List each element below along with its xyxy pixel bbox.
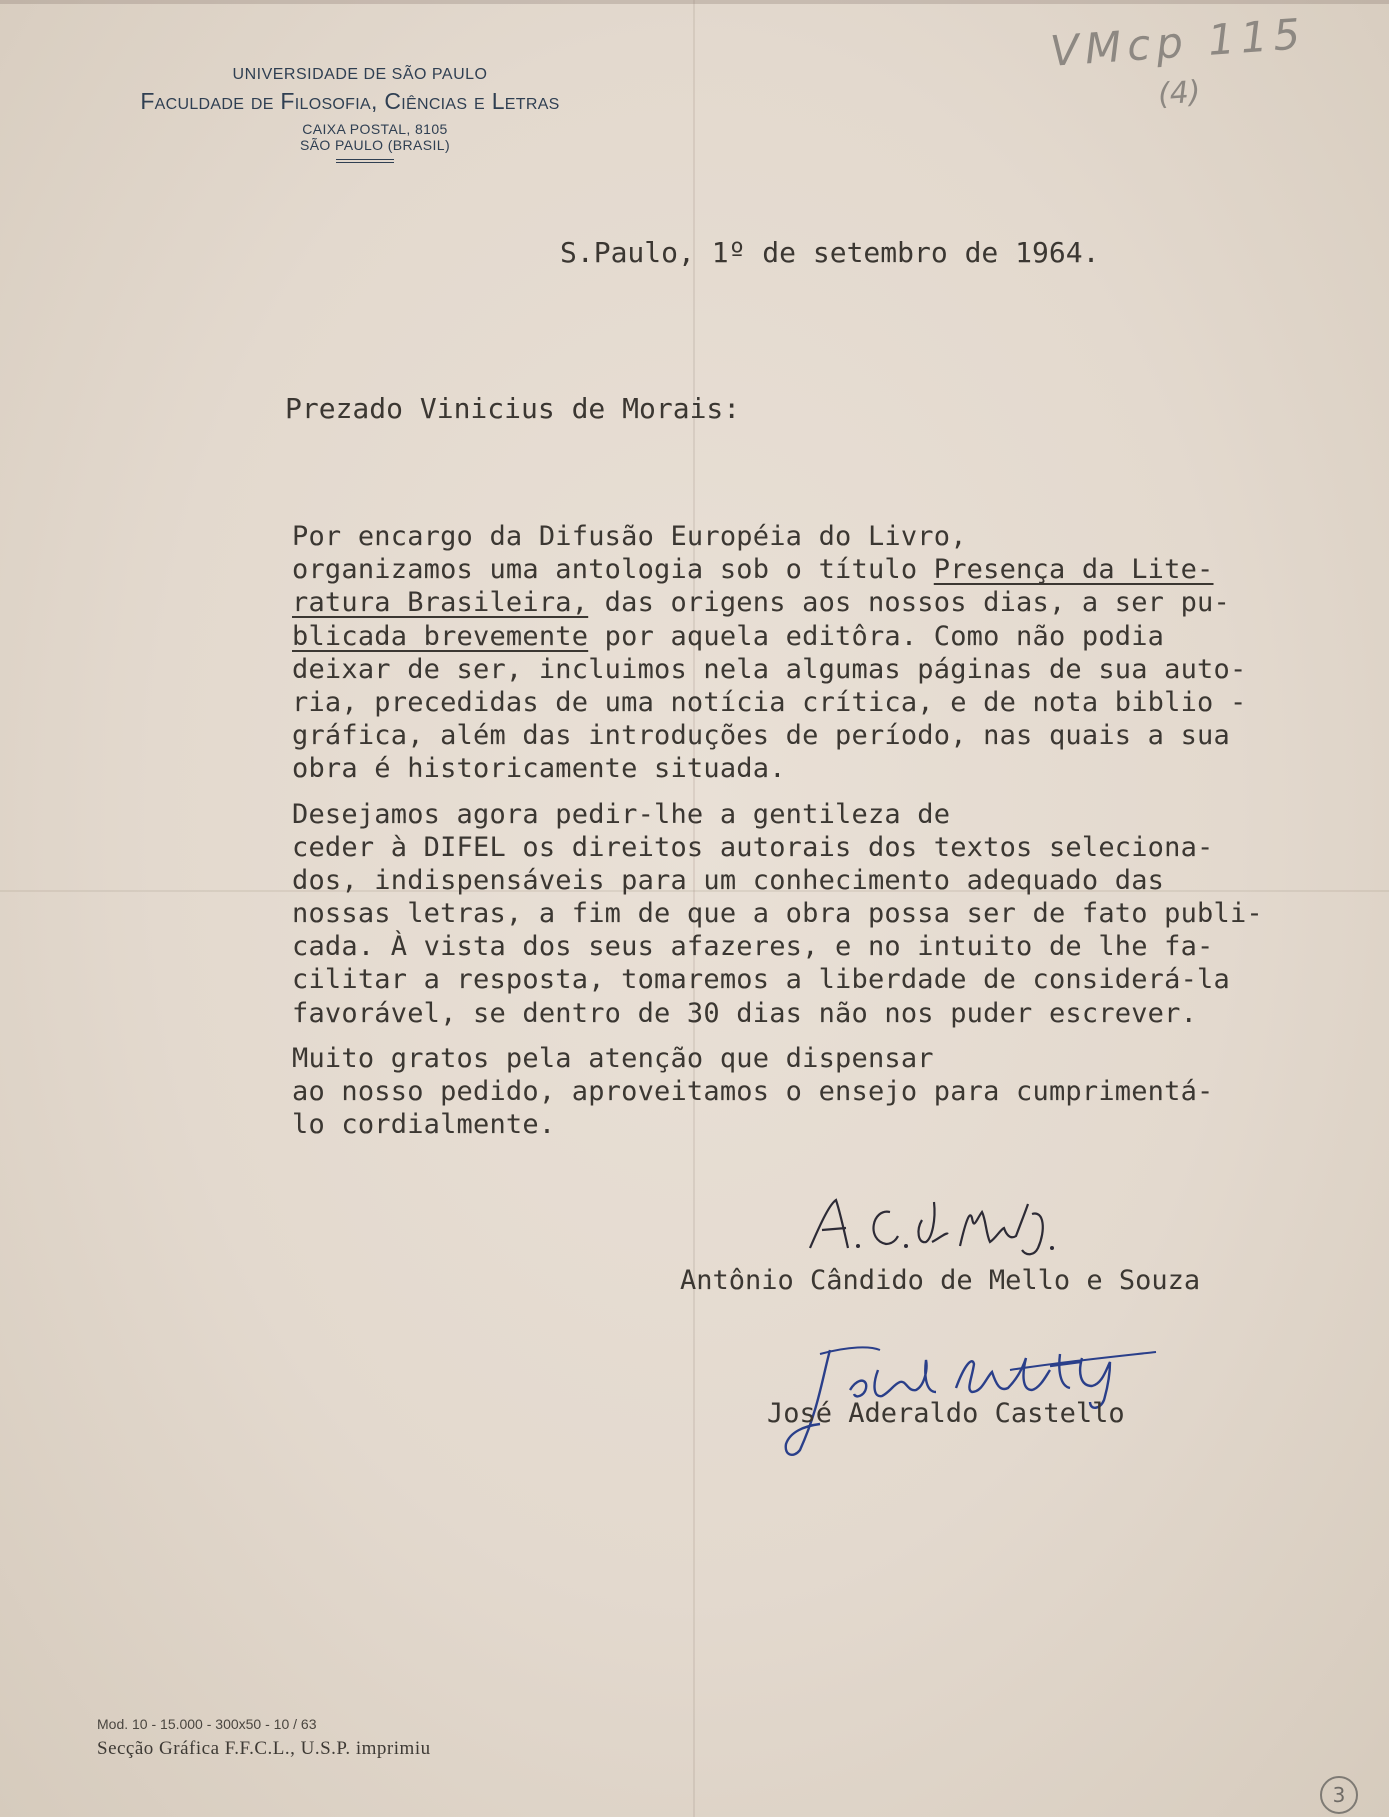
letterhead-faculty: Faculdade de Filosofia, Ciências e Letras — [140, 88, 560, 114]
body-line: dos, indispensáveis para um conhecimento adequado das — [292, 864, 1165, 896]
letter-salutation: Prezado Vinicius de Morais: — [285, 392, 741, 425]
letterhead-mailbox: CAIXA POSTAL, 8105 — [302, 121, 448, 137]
body-line: cilitar a resposta, tomaremos a liberdade de considerá-la — [292, 964, 1230, 996]
body-line: cada. À vista dos seus afazeres, e no intuito de lhe fa- — [292, 931, 1214, 963]
letterhead-city: SÃO PAULO (BRASIL) — [299, 137, 451, 153]
body-line: organizamos uma antologia sob o título Presença da Lite- — [292, 554, 1214, 586]
body-line: Desejamos agora pedir-lhe a gentileza de — [292, 798, 951, 830]
page-number-stamp: 3 — [1320, 1776, 1358, 1814]
signatory-2-name: José Aderaldo Castello — [767, 1398, 1125, 1429]
body-line: nossas letras, a fim de que a obra possa ser de fato publi- — [292, 898, 1263, 930]
body-line: gráfica, além das introduções de período, nas quais a sua — [292, 720, 1230, 752]
letter-date: S.Paulo, 1º de setembro de 1964. — [560, 236, 1100, 269]
footer-printer-line: Secção Gráfica F.F.C.L., U.S.P. imprimiu — [97, 1738, 431, 1759]
body-line: ratura Brasileira, das origens aos nossos dias, a ser pu- — [292, 587, 1230, 619]
letter-body — [292, 520, 1352, 1141]
body-line: ceder à DIFEL os direitos autorais dos textos seleciona- — [292, 831, 1214, 863]
body-line: obra é historicamente situada. — [292, 753, 786, 785]
letterhead — [80, 66, 620, 163]
body-line: Por encargo da Difusão Européia do Livro, — [292, 521, 967, 552]
body-line: blicada brevemente por aquela editôra. Como não podia — [292, 620, 1165, 652]
underlined-title-fragment: blicada brevemente — [292, 620, 589, 652]
body-line: ao nosso pedido, aproveitamos o ensejo para cumprimentá- — [292, 1076, 1214, 1107]
body-line: Muito gratos pela atenção que dispensar — [292, 1042, 934, 1074]
underlined-title-fragment: Presença da Lite- — [933, 554, 1214, 586]
archive-code-sub: (4) — [1156, 74, 1202, 113]
archive-code-mark: VMcp 115 — [1048, 9, 1308, 76]
letterhead-rule — [336, 159, 394, 163]
body-line: ria, precedidas de uma notícia crítica, e de nota biblio - — [292, 686, 1247, 718]
body-line: lo cordialmente. — [292, 1109, 556, 1141]
letterhead-university: UNIVERSIDADE DE SÃO PAULO — [232, 66, 488, 83]
footer-model-line: Mod. 10 - 15.000 - 300x50 - 10 / 63 — [97, 1716, 317, 1732]
signatory-1-name: Antônio Cândido de Mello e Souza — [680, 1265, 1201, 1296]
body-line: deixar de ser, incluimos nela algumas páginas de sua auto- — [292, 653, 1247, 685]
underlined-title-fragment: ratura Brasileira, — [292, 587, 589, 619]
handwritten-signature-1 — [800, 1190, 1060, 1260]
body-line: favorável, se dentro de 30 dias não nos puder escrever. — [292, 997, 1198, 1029]
